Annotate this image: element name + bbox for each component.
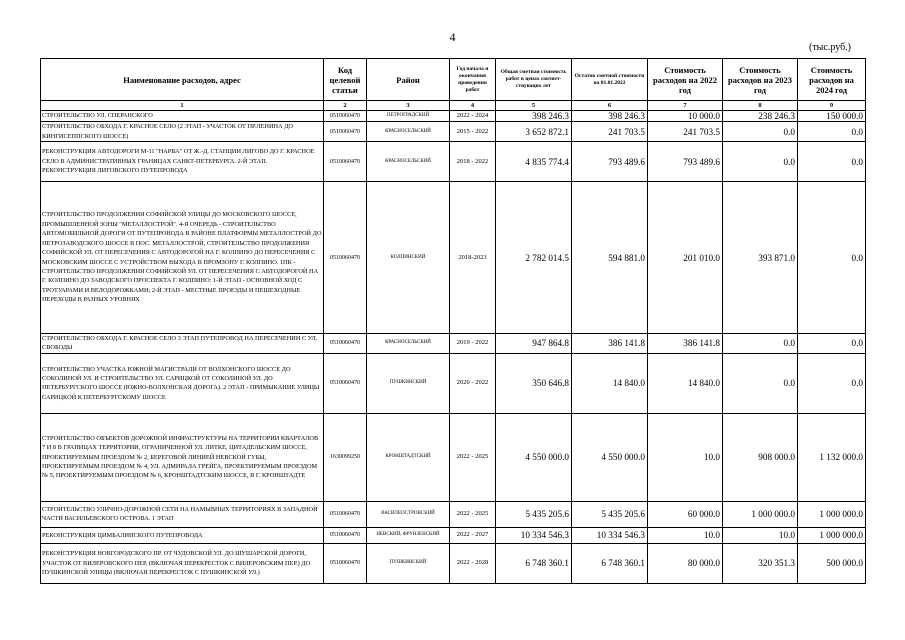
- row-2023: 0.0: [723, 122, 798, 142]
- header-code: Код целевой статьи: [324, 59, 367, 101]
- column-number: 5: [496, 101, 572, 111]
- table-row: [41, 353, 866, 413]
- row-2023: 320 351.3: [723, 543, 798, 583]
- column-number: 1: [41, 101, 324, 111]
- column-number: 4: [450, 101, 496, 111]
- row-2022: 241 703.5: [648, 122, 723, 142]
- row-years: 2020 - 2022: [450, 353, 496, 413]
- row-balance: 398 246.3: [572, 111, 648, 122]
- row-cost-total: 2 782 014.5: [496, 182, 572, 334]
- row-name: СТРОИТЕЛЬСТВО ОБЪЕКТОВ ДОРОЖНОЙ ИНФРАСТРУКТУРЫ НА ТЕРРИТОРИИ КВАРТАЛОВ 7 И 8 В ГРАНИЦАХ ТЕРРИТОРИИ, ОГРАНИЧЕННОЙ УЛ. ЛИТКЕ, ЦИТАДЕЛЬСКИМ ШОССЕ, ПРОЕКТИРУЕМЫМ ПРОЕЗДОМ № 2, БЕРЕГОВОЙ ЛИНИЕЙ НЕВСКОЙ ГУБЫ, ПРОЕКТИРУЕМЫМ ПРОЕЗДОМ № 4, УЛ. АДМИРАЛА ГРЕЙГА, ПРОЕКТИРУЕМЫМ ПРОЕЗДОМ № 5, ПРОЕКТИРУЕМЫМ ПРОЕЗДОМ № 6, КРОНШТАДТСКИМ ШОССЕ, В Г. КРОНШТАДТЕ: [41, 413, 324, 501]
- row-2023: 238 246.3: [723, 111, 798, 122]
- row-years: 2022 - 2024: [450, 111, 496, 122]
- row-district: КРАСНОСЕЛЬСКИЙ: [367, 142, 450, 182]
- column-number: 2: [324, 101, 367, 111]
- row-district: КОЛПИНСКИЙ: [367, 182, 450, 334]
- table-row: [41, 182, 866, 334]
- row-balance: 14 840.0: [572, 353, 648, 413]
- row-2022: 10 000.0: [648, 111, 723, 122]
- row-balance: 10 334 546.3: [572, 527, 648, 543]
- column-number: 8: [723, 101, 798, 111]
- table-row: [41, 501, 866, 527]
- row-district: КРОНШТАДТСКИЙ: [367, 413, 450, 501]
- row-2023: 0.0: [723, 334, 798, 354]
- row-code: 0510060470: [324, 142, 367, 182]
- header-2022: Стоимость расходов на 2022 год: [648, 59, 723, 101]
- row-balance: 594 881.0: [572, 182, 648, 334]
- row-2022: 14 840.0: [648, 353, 723, 413]
- row-name: РЕКОНСТРУКЦИЯ НОВГОРОДСКОГО ПР. ОТ ЧУДОВСКОЙ УЛ. ДО ШУШАРСКОЙ ДОРОГИ, УЧАСТОК ОТ ВИЛЕРОВСКОГО ПЕР. (ВКЛЮЧАЯ ПЕРЕКРЕСТОК С ВИЛЕРОВСКИМ ПЕР.) ДО ПУШКИНСКОЙ УЛИЦЫ (ВКЛЮЧАЯ ПЕРЕКРЕСТОК С ПУШКИНСКОЙ УЛ.): [41, 543, 324, 583]
- row-balance: 241 703.5: [572, 122, 648, 142]
- table-row: [41, 142, 866, 182]
- row-years: 2022 - 2028: [450, 543, 496, 583]
- row-district: ПУШКИНСКИЙ: [367, 353, 450, 413]
- row-2022: 386 141.8: [648, 334, 723, 354]
- row-name: СТРОИТЕЛЬСТВО ОБХОДА Г. КРАСНОЕ СЕЛО 3 ЭТАП ПУТЕПРОВОД НА ПЕРЕСЕЧЕНИИ С УЛ. СВОБОДЫ: [41, 334, 324, 354]
- row-code: 1630099250: [324, 413, 367, 501]
- table-row: [41, 543, 866, 583]
- row-name: СТРОИТЕЛЬСТВО ОБХОДА Г. КРАСНОЕ СЕЛО (2 ЭТАП - УЧАСТОК ОТ ПР.ЛЕНИНА ДО КИНГИСЕППСКОГО ШОССЕ): [41, 122, 324, 142]
- table-row: [41, 111, 866, 122]
- table-row: [41, 527, 866, 543]
- row-2024: 0.0: [798, 334, 866, 354]
- header-years: Год начала и окончания проведения работ: [450, 59, 496, 101]
- row-2024: 0.0: [798, 353, 866, 413]
- table-row: [41, 413, 866, 501]
- row-code: 0510060470: [324, 334, 367, 354]
- row-2022: 60 000.0: [648, 501, 723, 527]
- row-district: КРАСНОСЕЛЬСКИЙ: [367, 122, 450, 142]
- row-years: 2018 - 2022: [450, 142, 496, 182]
- row-2024: 1 132 000.0: [798, 413, 866, 501]
- row-code: 0510060470: [324, 122, 367, 142]
- row-balance: 386 141.8: [572, 334, 648, 354]
- table-row: [41, 334, 866, 354]
- row-cost-total: 947 864.8: [496, 334, 572, 354]
- row-2024: 0.0: [798, 142, 866, 182]
- row-cost-total: 10 334 546.3: [496, 527, 572, 543]
- row-2024: 1 000 000.0: [798, 501, 866, 527]
- row-2024: 500 000.0: [798, 543, 866, 583]
- row-district: КРАСНОСЕЛЬСКИЙ: [367, 334, 450, 354]
- row-name: СТРОИТЕЛЬСТВО УЛИЧНО-ДОРОЖНОЙ СЕТИ НА НАМЫВНЫХ ТЕРРИТОРИЯХ В ЗАПАДНОЙ ЧАСТИ ВАСИЛЬЕВСКОГО ОСТРОВА. 1 ЭТАП: [41, 501, 324, 527]
- row-code: 0510060470: [324, 111, 367, 122]
- row-2022: 201 010.0: [648, 182, 723, 334]
- row-years: 2022 - 2025: [450, 501, 496, 527]
- row-cost-total: 398 246.3: [496, 111, 572, 122]
- row-2023: 10.0: [723, 527, 798, 543]
- row-2023: 908 000.0: [723, 413, 798, 501]
- unit-label: (тыс.руб.): [808, 42, 851, 53]
- row-2022: 10.0: [648, 527, 723, 543]
- row-years: 2022 - 2025: [450, 413, 496, 501]
- row-code: 0510060470: [324, 527, 367, 543]
- column-number: 9: [798, 101, 866, 111]
- row-2023: 0.0: [723, 353, 798, 413]
- header-balance: Остаток сметной стоимости на 01.01.2022: [572, 59, 648, 101]
- expenses-table: [40, 58, 866, 584]
- row-years: 2019 - 2022: [450, 334, 496, 354]
- row-balance: 4 550 000.0: [572, 413, 648, 501]
- column-number: 7: [648, 101, 723, 111]
- column-number: 3: [367, 101, 450, 111]
- row-district: ПУШКИНСКИЙ: [367, 543, 450, 583]
- row-balance: 5 435 205.6: [572, 501, 648, 527]
- row-code: 0510060470: [324, 353, 367, 413]
- row-years: 2018-2023: [450, 182, 496, 334]
- row-balance: 6 748 360.1: [572, 543, 648, 583]
- row-code: 0510060470: [324, 501, 367, 527]
- page-number: 4: [449, 30, 456, 44]
- row-2024: 1 000 000.0: [798, 527, 866, 543]
- row-cost-total: 4 835 774.4: [496, 142, 572, 182]
- row-2022: 10.0: [648, 413, 723, 501]
- row-2023: 0.0: [723, 142, 798, 182]
- row-name: СТРОИТЕЛЬСТВО ПРОДОЛЖЕНИЯ СОФИЙСКОЙ УЛИЦЫ ДО МОСКОВСКОГО ШОССЕ, ПРОМЫШЛЕННОЙ ЗОНЫ "МЕТАЛЛОСТРОЙ". 4-Я ОЧЕРЕДЬ - СТРОИТЕЛЬСТВО АВТОМОБИЛЬНОЙ ДОРОГИ ОТ ПУТЕПРОВОДА В РАЙОНЕ ПЛАТФОРМЫ МЕТАЛЛОСТРОЙ ДО ПЕТРОЗАВОДСКОГО ШОССЕ В ПОС. МЕТАЛЛОСТРОЙ, СТРОИТЕЛЬСТВО ПРОДОЛЖЕНИЯ СОФИЙСКОЙ УЛ. ОТ ПЕРЕСЕЧЕНИЯ С АВТОДОРОГОЙ НА Г. КОЛПИНО ДО ПЕРЕСЕЧЕНИЯ С МОСКОВСКИМ ШОССЕ С УСТРОЙСТВОМ ВЫХОДА В ПРОМЗОНУ Г. КОЛПИНО. 1ПК - СТРОИТЕЛЬСТВО ПРОДОЛЖЕНИЯ СОФИЙСКОЙ УЛ. ОТ ПЕРЕСЕЧЕНИЯ С АВТОДОРОГОЙ НА Г. КОЛПИНО ДО ЗАВОДСКОГО ПРОСПЕКТА Г. КОЛПИНО: 1-Й ЭТАП - ОСНОВНОЙ ХОД С ТРОТУАРАМИ И ВЕЛОДОРОЖКАМИ; 2-Й ЭТАП - МЕСТНЫЕ ПРОЕЗДЫ И ПЕШЕХОДНЫЕ ПЕРЕХОДЫ В РАЗНЫХ УРОВНЯХ: [41, 182, 324, 334]
- row-2024: 150 000.0: [798, 111, 866, 122]
- row-code: 0510060470: [324, 182, 367, 334]
- row-2024: 0.0: [798, 182, 866, 334]
- row-cost-total: 6 748 360.1: [496, 543, 572, 583]
- row-district: НЕВСКИЙ, ФРУНЗЕНСКИЙ: [367, 527, 450, 543]
- header-2023: Стоимость расходов на 2023 год: [723, 59, 798, 101]
- row-name: СТРОИТЕЛЬСТВО УЛ. СПЕРАНСКОГО: [41, 111, 324, 122]
- row-2023: 393 871.0: [723, 182, 798, 334]
- row-cost-total: 5 435 205.6: [496, 501, 572, 527]
- row-2022: 80 000.0: [648, 543, 723, 583]
- row-name: РЕКОНСТРУКЦИЯ ЦИМБАЛИНСКОГО ПУТЕПРОВОДА: [41, 527, 324, 543]
- row-2024: 0.0: [798, 122, 866, 142]
- row-cost-total: 4 550 000.0: [496, 413, 572, 501]
- column-numbers-row: [41, 101, 866, 111]
- row-district: ПЕТРОГРАДСКИЙ: [367, 111, 450, 122]
- row-years: 2022 - 2027: [450, 527, 496, 543]
- header-district: Район: [367, 59, 450, 101]
- row-district: ВАСИЛЕОСТРОВСКИЙ: [367, 501, 450, 527]
- row-code: 0510060470: [324, 543, 367, 583]
- row-years: 2015 - 2022: [450, 122, 496, 142]
- header-row: [41, 59, 866, 101]
- table-row: [41, 122, 866, 142]
- row-name: РЕКОНСТРУКЦИЯ АВТОДОРОГИ М-11 "НАРВА" ОТ Ж.-Д. СТАНЦИИ ЛИГОВО ДО Г. КРАСНОЕ СЕЛО В АДМИНИСТРАТИВНЫХ ГРАНИЦАХ САНКТ-ПЕТЕРБУРГА. 2-Й ЭТАП. РЕКОНСТРУКЦИЯ ЛИГОВСКОГО ПУТЕПРОВОДА: [41, 142, 324, 182]
- row-cost-total: 350 646.8: [496, 353, 572, 413]
- row-balance: 793 489.6: [572, 142, 648, 182]
- column-number: 6: [572, 101, 648, 111]
- row-2022: 793 489.6: [648, 142, 723, 182]
- row-name: СТРОИТЕЛЬСТВО УЧАСТКА ЮЖНОЙ МАГИСТРАЛИ ОТ ВОЛХОНСКОГО ШОССЕ ДО СОКОЛИНОЙ УЛ. И СТРОИТЕЛЬСТВО УЛ. САРИЦКОЙ ОТ СОКОЛИНОЙ УЛ. ДО ПЕТЕРБУРГСКОГО ШОССЕ (ЮЖНО-ВОЛХОНСКАЯ ДОРОГА). 2 ЭТАП - ПРИМЫКАНИЕ УЛИЦЫ САРИЦКОЙ К ПЕТЕРБУРГСКОМУ ШОССЕ: [41, 353, 324, 413]
- row-2023: 1 000 000.0: [723, 501, 798, 527]
- header-cost-total: Общая сметная стоимость работ в ценах соответ-ствующих лет: [496, 59, 572, 101]
- header-name: Наименование расходов, адрес: [41, 59, 324, 101]
- header-2024: Стоимость расходов на 2024 год: [798, 59, 866, 101]
- row-cost-total: 3 652 872.1: [496, 122, 572, 142]
